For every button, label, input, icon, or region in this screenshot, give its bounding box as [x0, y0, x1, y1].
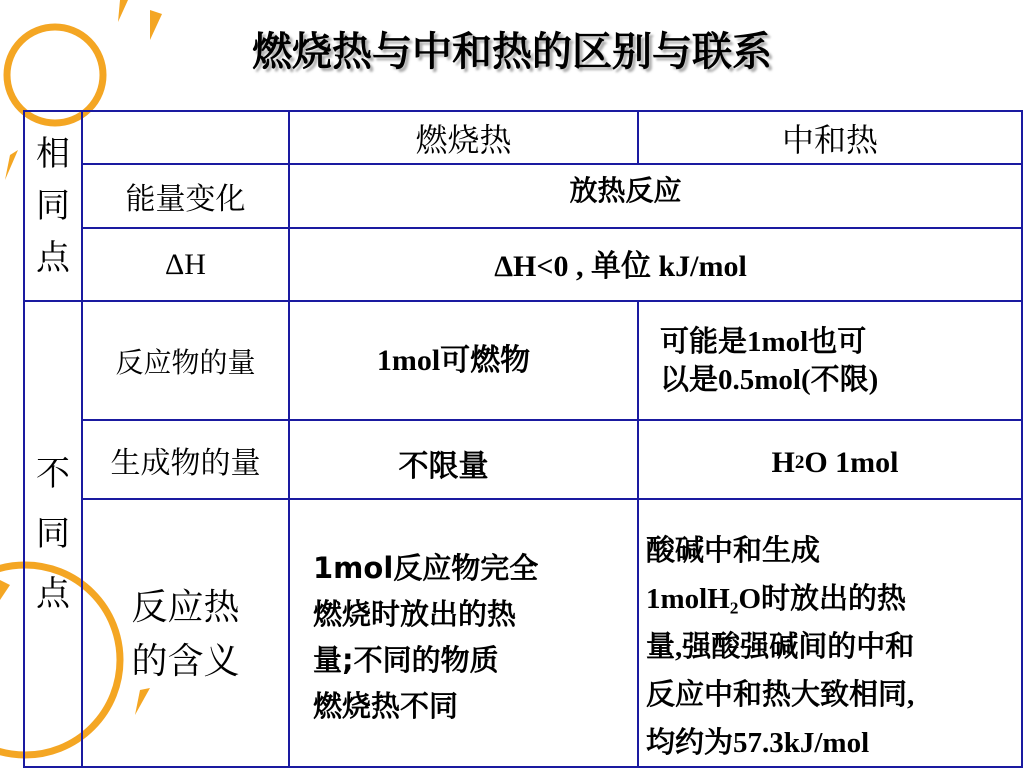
group-different — [24, 301, 82, 767]
row-label-meaning-line: 的含义 — [131, 641, 240, 682]
header-neutralization: 中和热 — [781, 120, 878, 159]
reactant-combustion: 1mol可燃物 — [376, 344, 531, 377]
product-neutral-h: H — [771, 445, 795, 479]
meaning-combustion-line: 燃烧时放出的热 — [313, 597, 517, 631]
meaning-neutral-line: 量,强酸强碱间的中和 — [646, 631, 915, 663]
meaning-neutral-line: 酸碱中和生成 — [646, 535, 821, 567]
meaning-neutral — [638, 499, 1022, 767]
header-combustion: 燃烧热 — [415, 120, 512, 159]
reactant-neutral — [638, 301, 1022, 420]
product-neutral — [638, 420, 1022, 505]
group-different-char: 不 — [36, 454, 70, 494]
meaning-neutral-line: 反应中和热大致相同, — [646, 679, 915, 711]
product-neutral-sub: 2 — [794, 451, 805, 473]
meaning-combustion-line: 燃烧热不同 — [313, 689, 459, 723]
group-same-char: 相 — [36, 134, 70, 174]
row-label-delta-h: ΔH — [165, 247, 206, 281]
meaning-combustion — [289, 499, 638, 767]
reactant-neutral-line: 可能是1mol也可 — [660, 325, 867, 358]
group-different-char: 点 — [36, 574, 70, 614]
reactant-neutral-line: 以是0.5mol(不限) — [660, 363, 879, 396]
delta-h-value: ΔH<0 , 单位 kJ/mol — [494, 250, 747, 283]
energy-value: 放热反应 — [569, 174, 682, 207]
row-label-energy: 能量变化 — [125, 182, 246, 217]
row-label-meaning — [82, 499, 289, 767]
row-label-reactant: 反应物的量 — [115, 345, 256, 379]
meaning-neutral-line: 均约为57.3kJ/mol — [646, 727, 870, 759]
meaning-combustion-line: 量;不同的物质 — [313, 643, 499, 677]
meaning-neutral-line: 1molH₂O时放出的热 — [646, 583, 907, 615]
product-neutral-rest: O 1mol — [804, 445, 899, 479]
group-same-char: 同 — [36, 186, 70, 226]
meaning-combustion-line: 1mol反应物完全 — [313, 551, 539, 585]
group-same — [24, 111, 82, 301]
product-combustion: 不限量 — [398, 448, 489, 484]
page-title: 燃烧热与中和热的区别与联系 — [252, 29, 772, 75]
group-different-char: 同 — [36, 514, 70, 554]
row-label-product: 生成物的量 — [110, 445, 261, 481]
row-label-meaning-line: 反应热 — [131, 587, 240, 628]
group-same-char: 点 — [36, 238, 70, 278]
